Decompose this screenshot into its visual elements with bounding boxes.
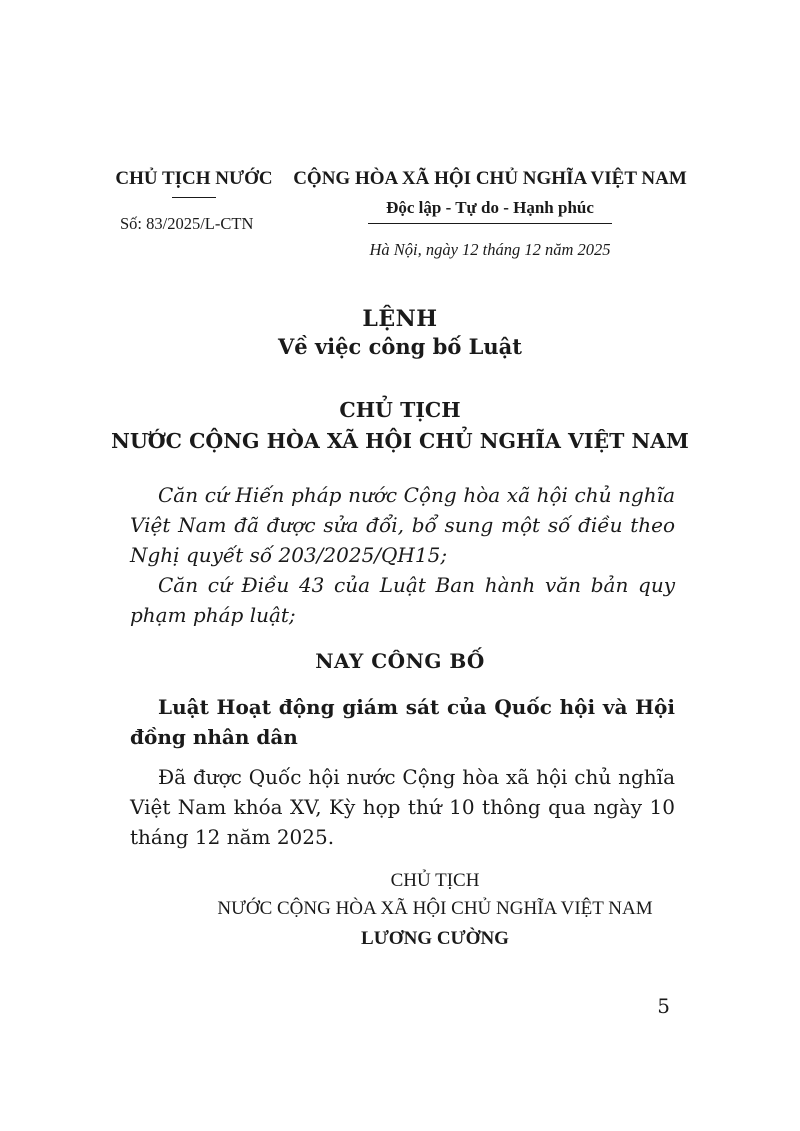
page-number: 5 <box>657 994 670 1018</box>
passed-statement-text: Đã được Quốc hội nước Cộng hòa xã hội chủ nghĩa Việt Nam khóa XV, Kỳ họp thứ 10 thông qua ngày 10 tháng 12 năm 2025. <box>130 765 675 849</box>
national-motto: Độc lập - Tự do - Hạnh phúc <box>386 198 594 217</box>
issuer-line-1: CHỦ TỊCH <box>339 398 461 422</box>
national-header <box>290 168 690 260</box>
signature-title-1: CHỦ TỊCH <box>390 870 480 891</box>
legal-basis-item: Căn cứ Điều 43 của Luật Ban hành văn bản quy phạm pháp luật; <box>130 573 675 627</box>
promulgate-heading: NAY CÔNG BỐ <box>315 649 485 673</box>
passed-statement <box>130 762 675 852</box>
legal-basis-item: Căn cứ Hiến pháp nước Cộng hòa xã hội chủ nghĩa Việt Nam đã được sửa đổi, bổ sung một số điều theo Nghị quyết số 203/2025/QH15; <box>130 483 675 567</box>
law-name <box>130 692 675 752</box>
motto-underline <box>368 223 612 224</box>
law-name-text: Luật Hoạt động giám sát của Quốc hội và Hội đồng nhân dân <box>130 695 675 749</box>
signer-name: LƯƠNG CƯỜNG <box>361 928 509 949</box>
agency-header <box>108 168 280 234</box>
signature-block <box>180 870 690 950</box>
agency-name: CHỦ TỊCH NƯỚC <box>115 168 273 189</box>
place-and-date: Hà Nội, ngày 12 tháng 12 năm 2025 <box>369 240 611 259</box>
agency-divider <box>172 197 216 198</box>
republic-name: CỘNG HÒA XÃ HỘI CHỦ NGHĨA VIỆT NAM <box>293 168 687 189</box>
signature-title-2: NƯỚC CỘNG HÒA XÃ HỘI CHỦ NGHĨA VIỆT NAM <box>217 898 653 919</box>
issuer-line-2: NƯỚC CỘNG HÒA XÃ HỘI CHỦ NGHĨA VIỆT NAM <box>111 429 689 453</box>
document-number: Số: 83/2025/L-CTN <box>120 214 254 233</box>
document-title <box>100 306 700 359</box>
issuer-heading <box>100 398 700 460</box>
order-subject: Về việc công bố Luật <box>277 334 522 359</box>
legal-basis <box>130 480 675 630</box>
order-title: LỆNH <box>362 306 438 332</box>
